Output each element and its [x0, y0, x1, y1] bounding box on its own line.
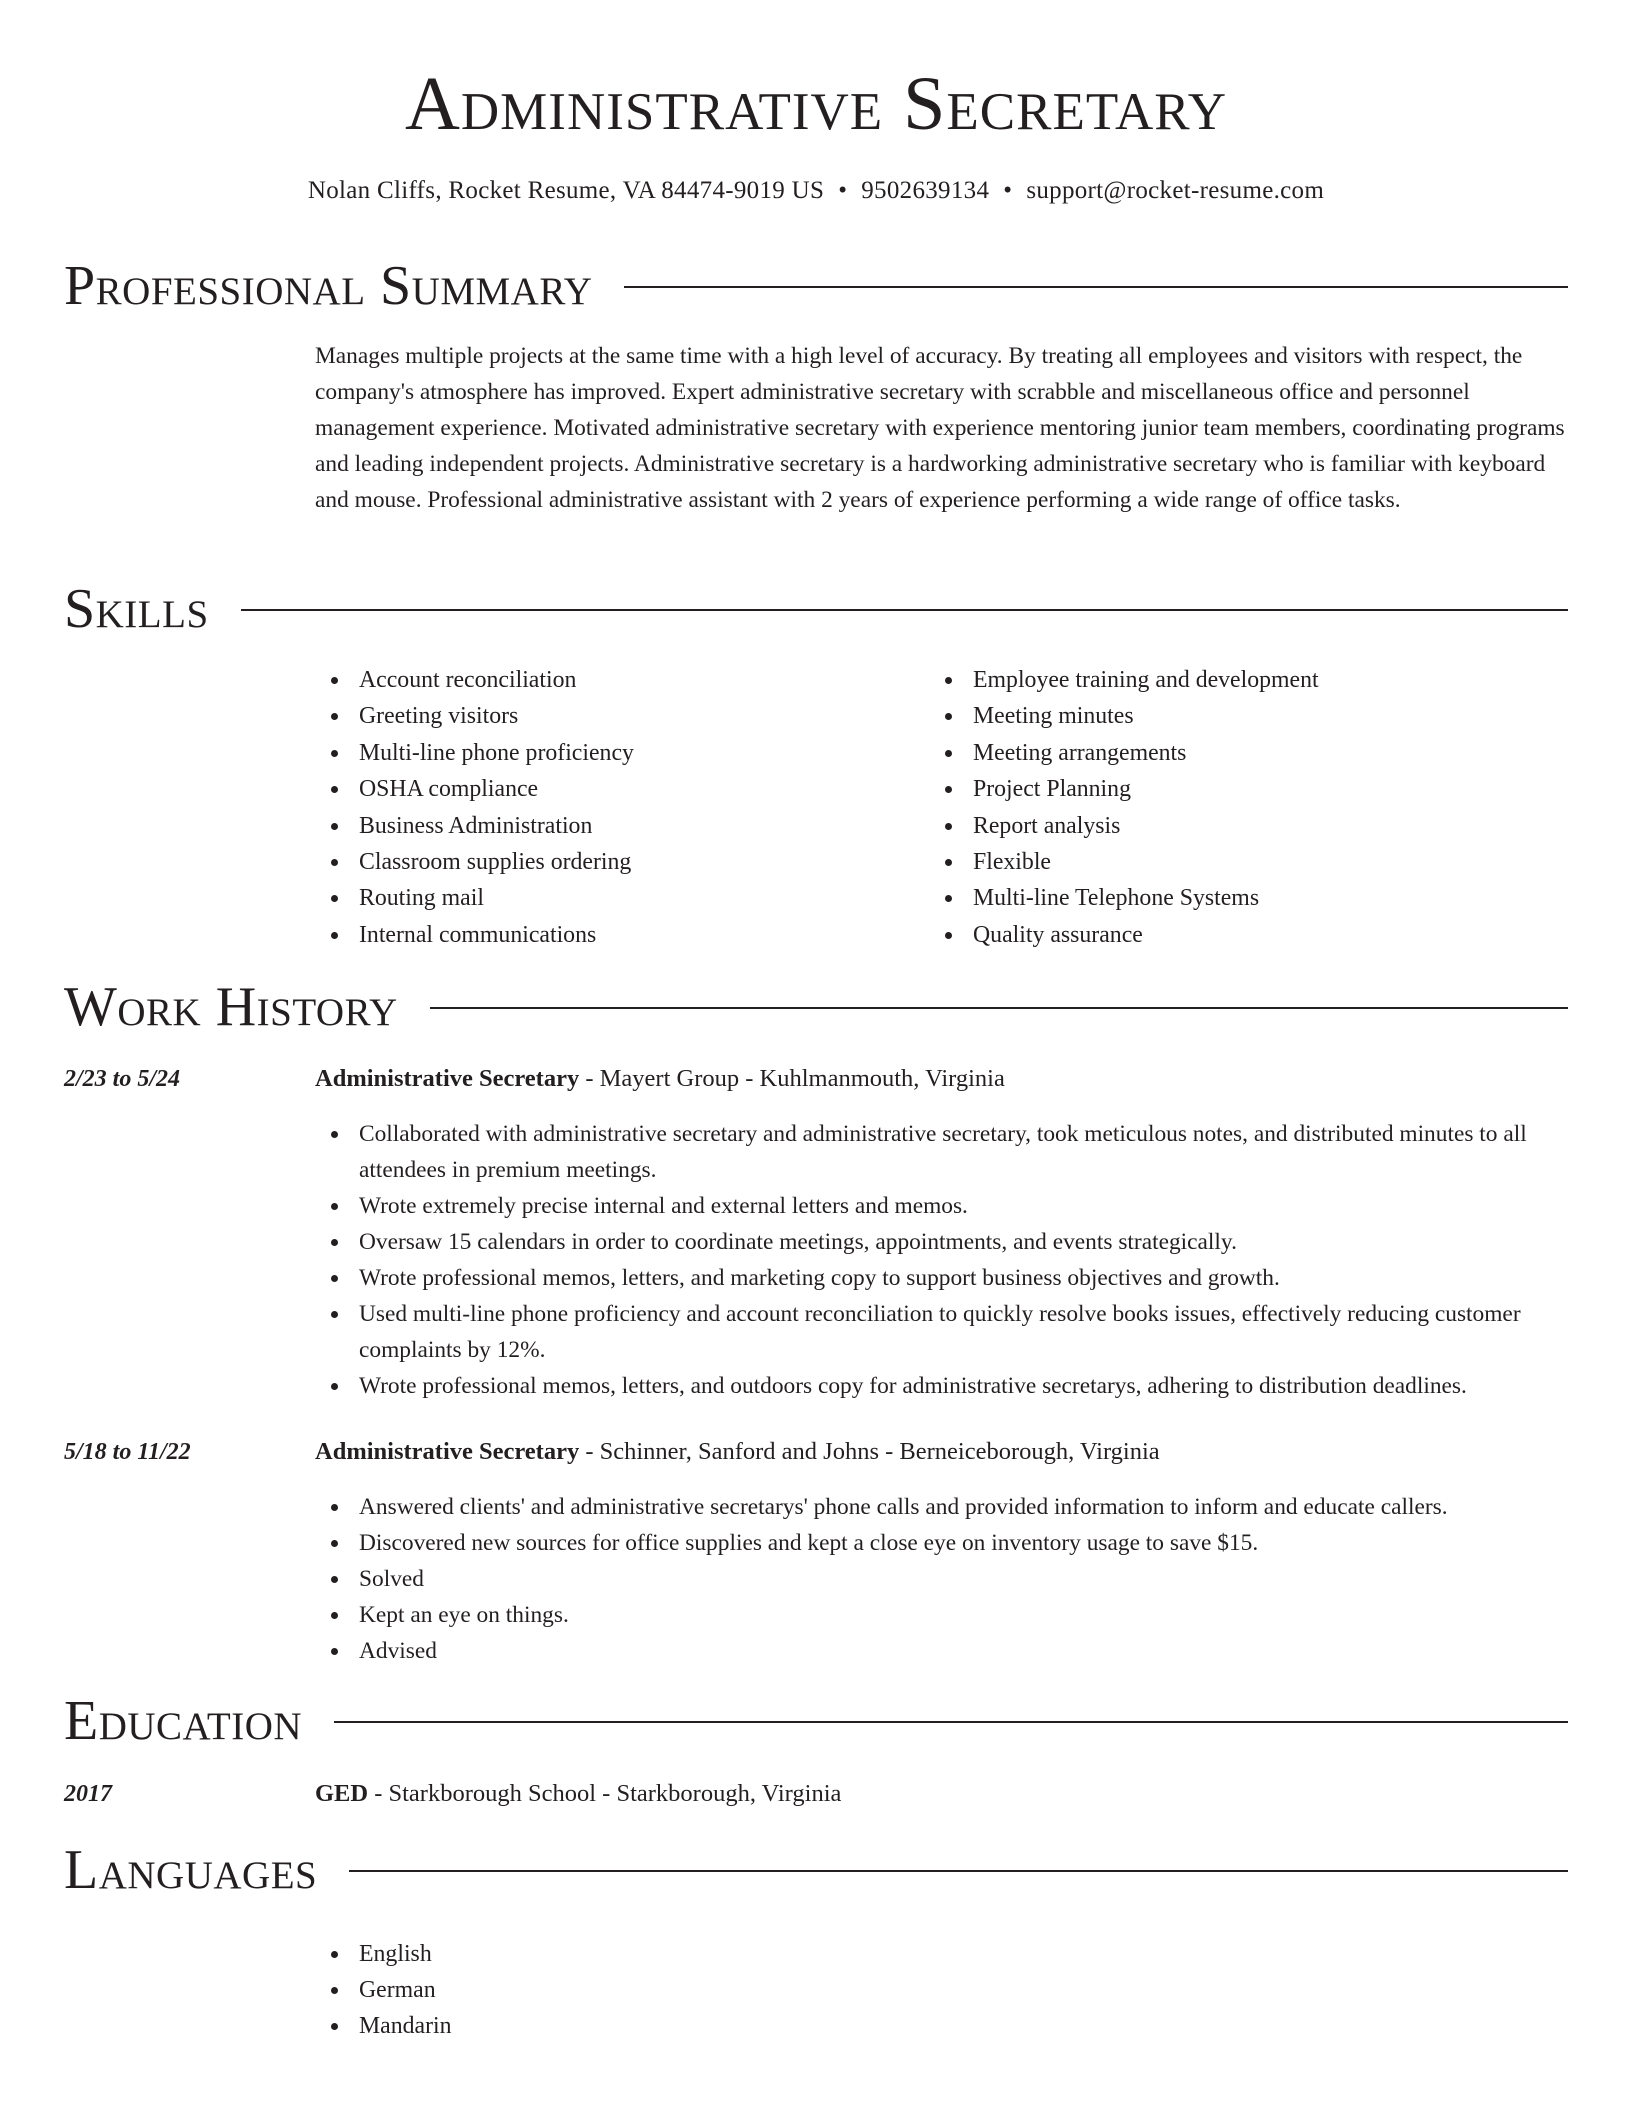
skill-item: Employee training and development [929, 662, 1319, 698]
job-dates: 2/23 to 5/24 [64, 1066, 181, 1092]
skill-item: Meeting arrangements [929, 735, 1319, 771]
language-item: English [315, 1936, 452, 1972]
job-title-line [315, 1435, 1160, 1469]
language-item: Mandarin [315, 2008, 452, 2044]
job-bullets [315, 1489, 1570, 1669]
section-divider [334, 1721, 1568, 1723]
skill-item: Project Planning [929, 771, 1319, 807]
section-header-skills [64, 578, 1568, 640]
section-header-work [64, 976, 1568, 1038]
skill-item: Routing mail [315, 880, 634, 916]
list-item: Wrote professional memos, letters, and outdoors copy for administrative secretarys, adhering to distribution deadlines. [315, 1368, 1570, 1404]
section-title-summary: Professional Summary [64, 255, 593, 317]
section-divider [349, 1870, 1568, 1872]
education-year: 2017 [64, 1781, 112, 1807]
list-item: Discovered new sources for office supplies and kept a close eye on inventory usage to save $15. [315, 1525, 1570, 1561]
contact-separator: • [1003, 177, 1013, 204]
education-line [315, 1777, 841, 1811]
section-title-work: Work History [64, 976, 398, 1038]
job-role: Administrative Secretary [315, 1065, 580, 1092]
job-details: - Mayert Group - Kuhlmanmouth, Virginia [579, 1065, 1005, 1092]
list-item: Wrote professional memos, letters, and marketing copy to support business objectives and growth. [315, 1260, 1570, 1296]
contact-address: Nolan Cliffs, Rocket Resume, VA 84474-9019 US [307, 177, 825, 204]
list-item: Collaborated with administrative secretary and administrative secretary, took meticulous notes, and distributed minutes to all attendees in premium meetings. [315, 1116, 1570, 1188]
skill-item: OSHA compliance [315, 771, 634, 807]
section-divider [430, 1007, 1568, 1009]
section-divider [624, 286, 1568, 288]
skill-item: Classroom supplies ordering [315, 844, 634, 880]
skill-item: Multi-line phone proficiency [315, 735, 634, 771]
skills-list-right [929, 662, 1319, 953]
skills-list-left [315, 662, 634, 953]
resume-title: Administrative Secretary [405, 62, 1227, 146]
job-dates: 5/18 to 11/22 [64, 1439, 191, 1465]
section-header-languages [64, 1839, 1568, 1901]
list-item: Advised [315, 1633, 1570, 1669]
job-bullets [315, 1116, 1570, 1404]
language-item: German [315, 1972, 452, 2008]
section-divider [241, 609, 1568, 611]
list-item: Kept an eye on things. [315, 1597, 1570, 1633]
list-item: Answered clients' and administrative secretarys' phone calls and provided information to inform and educate callers. [315, 1489, 1570, 1525]
skill-item: Multi-line Telephone Systems [929, 880, 1319, 916]
list-item: Solved [315, 1561, 1570, 1597]
skill-item: Quality assurance [929, 917, 1319, 953]
education-details: - Starkborough School - Starkborough, Virginia [368, 1780, 842, 1807]
list-item: Oversaw 15 calendars in order to coordinate meetings, appointments, and events strategically. [315, 1224, 1570, 1260]
skill-item: Greeting visitors [315, 698, 634, 734]
list-item: Wrote extremely precise internal and external letters and memos. [315, 1188, 1570, 1224]
section-title-languages: Languages [64, 1839, 318, 1901]
contact-phone: 9502639134 [861, 177, 990, 204]
skill-item: Meeting minutes [929, 698, 1319, 734]
education-degree: GED [315, 1780, 369, 1807]
summary-text: Manages multiple projects at the same time with a high level of accuracy. By treating all employees and visitors with respect, the company's atmosphere has improved. Expert administrative secretary with scrabble and miscellaneous office and personnel management experience. Motivated administrative secretary with experience mentoring junior team members, coordinating programs and leading independent projects. Administrative secretary is a hardworking administrative secretary who is familiar with keyboard and mouse. Professional administrative assistant with 2 years of experience performing a wide range of office tasks. [315, 343, 1565, 513]
job-role: Administrative Secretary [315, 1438, 580, 1465]
contact-separator: • [838, 177, 848, 204]
list-item: Used multi-line phone proficiency and account reconciliation to quickly resolve books issues, effectively reducing customer complaints by 12%. [315, 1296, 1570, 1368]
skill-item: Flexible [929, 844, 1319, 880]
section-header-summary [64, 255, 1568, 317]
skill-item: Report analysis [929, 808, 1319, 844]
job-title-line [315, 1062, 1005, 1096]
section-title-skills: Skills [64, 578, 209, 640]
languages-list [315, 1936, 452, 2044]
section-header-education [64, 1690, 1568, 1752]
skill-item: Internal communications [315, 917, 634, 953]
skill-item: Business Administration [315, 808, 634, 844]
job-details: - Schinner, Sanford and Johns - Berneiceborough, Virginia [579, 1438, 1160, 1465]
skill-item: Account reconciliation [315, 662, 634, 698]
contact-email: support@rocket-resume.com [1026, 177, 1325, 204]
contact-line [64, 174, 1568, 208]
section-title-education: Education [64, 1690, 303, 1752]
